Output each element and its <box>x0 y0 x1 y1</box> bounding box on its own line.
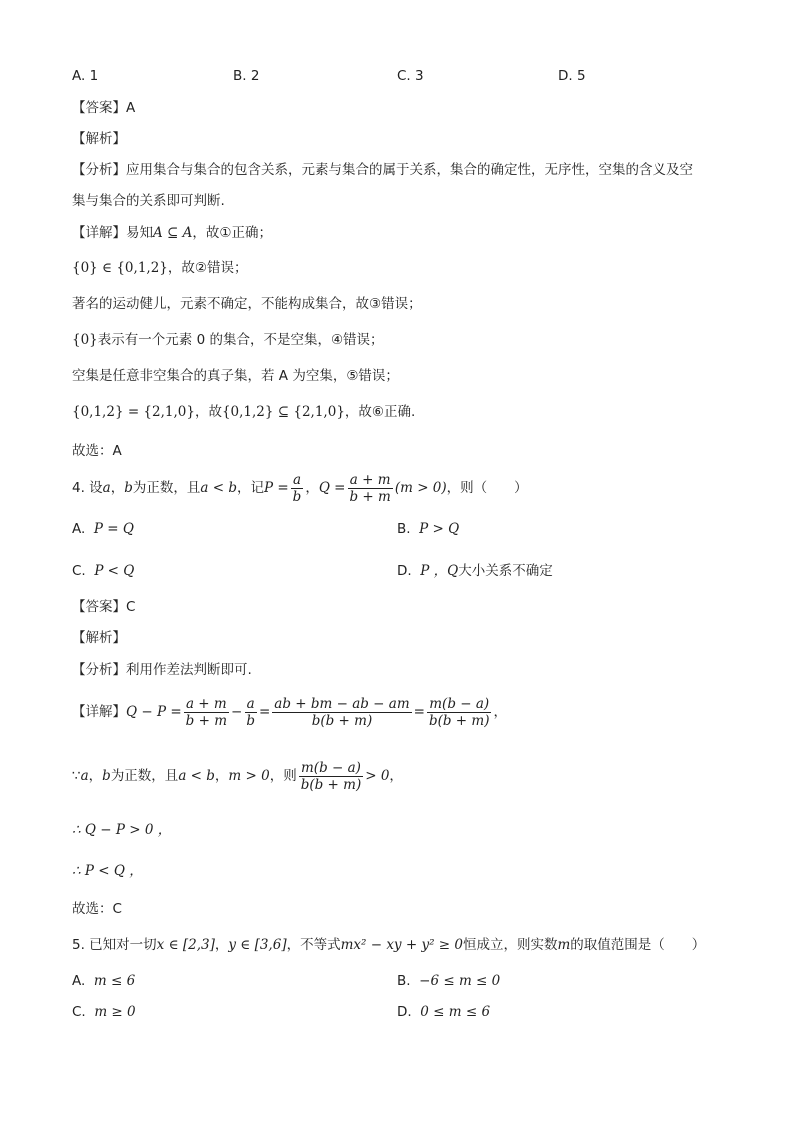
q4-cond: a < b <box>200 480 237 496</box>
q5-stem: 5. 已知对一切x ∈ [2,3]，y ∈ [3,6]，不等式mx² − xy + y² ≥ 0恒成立，则实数m的取值范围是（ ） <box>72 937 706 953</box>
q4-option-a: A. P = Q <box>72 521 134 537</box>
q4-stem-comma: ， <box>110 480 125 496</box>
q3-option-d: D. 5 <box>558 68 586 84</box>
q4-sep: ， <box>305 480 319 496</box>
q4-stem-prefix: 4. 设 <box>72 480 103 496</box>
q4-var-b: b <box>124 480 133 496</box>
q4-frac-a-b: $\frac{a}{b}$ <box>292 471 302 505</box>
q4-frac-am-bm: $\frac{a + m}{b + m}$ <box>349 471 391 505</box>
q3-option-c: C. 3 <box>397 68 424 84</box>
q4-detail-label: 【详解】 <box>72 704 126 720</box>
q4-option-c: C. P < Q <box>72 563 135 579</box>
q3-detail-line6 <box>72 402 415 422</box>
q3-detail-math: A ⊆ A <box>153 225 193 241</box>
q3-answer: 【答案】A <box>72 100 136 116</box>
q3-option-a: A. 1 <box>72 68 99 84</box>
q3-line2-math: {0} ∈ {0,1,2} <box>72 260 168 276</box>
q3-choose: 故选：A <box>72 443 122 459</box>
q3-detail-line1 <box>72 223 272 243</box>
q5-option-b: B. −6 ≤ m ≤ 0 <box>397 973 501 989</box>
q4-m-cond: (m > 0) <box>394 480 447 496</box>
q4-therefore1: ∴ Q − P > 0 ， <box>72 822 172 838</box>
q3-line2-end: ，故②错误； <box>167 260 248 276</box>
q3-line4-end: 表示有一个元素 0 的集合，不是空集，④错误； <box>97 332 384 348</box>
q3-detail-line2 <box>72 258 247 278</box>
q4-choose: 故选：C <box>72 901 122 917</box>
q3-detail-line5: 空集是任意非空集合的真子集，若 A 为空集，⑤错误； <box>72 368 399 384</box>
q3-line6-math2: {0,1,2} ⊆ {2,1,0} <box>221 404 345 420</box>
q5-option-c: C. m ≥ 0 <box>72 1004 136 1020</box>
q4-p-def: P = <box>263 480 289 496</box>
q5-option-a: A. m ≤ 6 <box>72 973 136 989</box>
q3-analysis-heading: 【解析】 <box>72 131 126 147</box>
q4-option-d: D. P ，Q大小关系不确定 <box>397 563 553 579</box>
q4-fenxi: 【分析】利用作差法判断即可. <box>72 662 252 678</box>
q5-option-d: D. 0 ≤ m ≤ 6 <box>397 1004 491 1020</box>
q3-detail-line3: 著名的运动健儿，元素不确定，不能构成集合，故③错误； <box>72 296 422 312</box>
q3-detail-label: 【详解】易知 <box>72 225 153 241</box>
q3-detail-end: ，故①正确； <box>192 225 273 241</box>
q4-stem-ji: ，记 <box>236 480 264 496</box>
q3-fenxi-line2: 集与集合的关系即可判断. <box>72 193 225 209</box>
q3-line6-mid: ，故 <box>194 404 222 420</box>
q4-var-a: a <box>102 480 111 496</box>
q4-answer: 【答案】C <box>72 599 136 615</box>
q3-line6-math1: {0,1,2} = {2,1,0} <box>72 404 195 420</box>
q4-since-line: ∵a，b为正数，且a < b，m > 0，则 $\frac{m(b - a)}{b(b + m)}$ > 0， <box>72 759 403 793</box>
q4-analysis-heading: 【解析】 <box>72 630 126 646</box>
q4-stem-end: ，则（ ） <box>446 480 528 496</box>
q4-therefore2: ∴ P < Q ， <box>72 863 143 879</box>
q4-stem-positive: 为正数，且 <box>132 480 201 496</box>
q4-detail-equation: 【详解】Q − P = $\frac{a + m}{b + m}$ − $\frac{a}{b}$ = $\frac{ab + bm - ab - am}{b(b + m)}$ = $\frac{m(b - a)}{b(b + m)}$ ， <box>72 695 507 729</box>
q4-option-b: B. P > Q <box>397 521 460 537</box>
q3-line4-math: {0} <box>72 332 98 348</box>
q3-detail-line4 <box>72 330 384 350</box>
q4-q-def: Q = <box>318 480 346 496</box>
q3-option-b: B. 2 <box>233 68 260 84</box>
q3-line6-end: ，故⑥正确. <box>344 404 416 420</box>
q3-fenxi-line1: 【分析】应用集合与集合的包含关系，元素与集合的属于关系，集合的确定性，无序性，空集的含义及空 <box>72 162 693 178</box>
q4-stem <box>72 470 528 506</box>
